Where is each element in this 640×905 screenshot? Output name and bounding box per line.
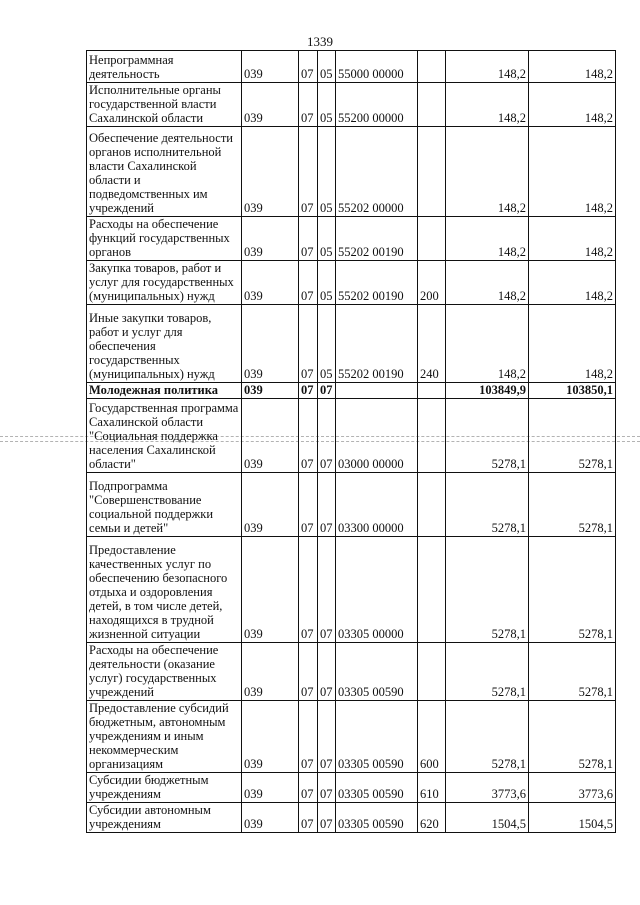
expense-type-code-cell: [418, 473, 446, 537]
subsection-code-cell: 05: [318, 217, 336, 261]
row-name-cell: Расходы на обеспечение деятельности (оказание услуг) государственных учреждений: [87, 643, 242, 701]
row-name-cell: Расходы на обеспечение функций государственных органов: [87, 217, 242, 261]
subsection-code-cell: 07: [318, 399, 336, 473]
ministry-code-cell: 039: [242, 701, 299, 773]
section-code-cell: 07: [299, 701, 318, 773]
amount-year2-cell: 103850,1: [529, 383, 616, 399]
table-row-section-total: [87, 383, 616, 399]
subsection-code-cell: 07: [318, 773, 336, 803]
target-article-code-cell: 03305 00590: [336, 643, 418, 701]
subsection-code-cell: 05: [318, 127, 336, 217]
table-row: [87, 537, 616, 643]
amount-year2-cell: 148,2: [529, 51, 616, 83]
subsection-code-cell: 07: [318, 473, 336, 537]
amount-year2-cell: 148,2: [529, 305, 616, 383]
target-article-code-cell: 55202 00190: [336, 305, 418, 383]
section-code-cell: 07: [299, 643, 318, 701]
expense-type-code-cell: 240: [418, 305, 446, 383]
table-row: [87, 217, 616, 261]
amount-year2-cell: 5278,1: [529, 473, 616, 537]
ministry-code-cell: 039: [242, 51, 299, 83]
expense-type-code-cell: [418, 399, 446, 473]
target-article-code-cell: 03305 00000: [336, 537, 418, 643]
target-article-code-cell: 03305 00590: [336, 773, 418, 803]
section-code-cell: 07: [299, 803, 318, 833]
subsection-code-cell: 07: [318, 537, 336, 643]
target-article-code-cell: [336, 383, 418, 399]
subsection-code-cell: 07: [318, 803, 336, 833]
row-name-cell: Закупка товаров, работ и услуг для государственных (муниципальных) нужд: [87, 261, 242, 305]
amount-year1-cell: 1504,5: [446, 803, 529, 833]
ministry-code-cell: 039: [242, 261, 299, 305]
amount-year2-cell: 5278,1: [529, 701, 616, 773]
table-row: [87, 473, 616, 537]
section-code-cell: 07: [299, 305, 318, 383]
row-name-cell: Молодежная политика: [87, 383, 242, 399]
expense-type-code-cell: [418, 83, 446, 127]
row-name-cell: Иные закупки товаров, работ и услуг для обеспечения государственных (муниципальных) нужд: [87, 305, 242, 383]
subsection-code-cell: 07: [318, 383, 336, 399]
table-row: [87, 803, 616, 833]
row-name-cell: Исполнительные органы государственной власти Сахалинской области: [87, 83, 242, 127]
amount-year1-cell: 5278,1: [446, 399, 529, 473]
amount-year2-cell: 1504,5: [529, 803, 616, 833]
amount-year1-cell: 148,2: [446, 261, 529, 305]
amount-year2-cell: 3773,6: [529, 773, 616, 803]
target-article-code-cell: 03000 00000: [336, 399, 418, 473]
ministry-code-cell: 039: [242, 127, 299, 217]
row-name-cell: Непрограммная деятельность: [87, 51, 242, 83]
section-code-cell: 07: [299, 51, 318, 83]
ministry-code-cell: 039: [242, 305, 299, 383]
section-code-cell: 07: [299, 773, 318, 803]
subsection-code-cell: 05: [318, 261, 336, 305]
expense-type-code-cell: [418, 537, 446, 643]
target-article-code-cell: 03305 00590: [336, 701, 418, 773]
target-article-code-cell: 55200 00000: [336, 83, 418, 127]
amount-year1-cell: 103849,9: [446, 383, 529, 399]
target-article-code-cell: 55202 00190: [336, 217, 418, 261]
subsection-code-cell: 05: [318, 51, 336, 83]
row-name-cell: Предоставление субсидий бюджетным, автономным учреждениям и иным некоммерческим организациям: [87, 701, 242, 773]
amount-year1-cell: 148,2: [446, 217, 529, 261]
amount-year1-cell: 5278,1: [446, 473, 529, 537]
expense-type-code-cell: 610: [418, 773, 446, 803]
ministry-code-cell: 039: [242, 537, 299, 643]
target-article-code-cell: 03300 00000: [336, 473, 418, 537]
target-article-code-cell: 55202 00000: [336, 127, 418, 217]
amount-year1-cell: 5278,1: [446, 537, 529, 643]
target-article-code-cell: 03305 00590: [336, 803, 418, 833]
subsection-code-cell: 07: [318, 643, 336, 701]
expense-type-code-cell: [418, 51, 446, 83]
expense-type-code-cell: 620: [418, 803, 446, 833]
budget-table: [86, 50, 616, 833]
ministry-code-cell: 039: [242, 773, 299, 803]
ministry-code-cell: 039: [242, 383, 299, 399]
amount-year1-cell: 5278,1: [446, 701, 529, 773]
section-code-cell: 07: [299, 383, 318, 399]
table-row: [87, 83, 616, 127]
amount-year2-cell: 5278,1: [529, 537, 616, 643]
table-row: [87, 305, 616, 383]
table-row: [87, 261, 616, 305]
amount-year1-cell: 3773,6: [446, 773, 529, 803]
target-article-code-cell: 55000 00000: [336, 51, 418, 83]
expense-type-code-cell: 200: [418, 261, 446, 305]
section-code-cell: 07: [299, 261, 318, 305]
ministry-code-cell: 039: [242, 643, 299, 701]
ministry-code-cell: 039: [242, 473, 299, 537]
ministry-code-cell: 039: [242, 83, 299, 127]
amount-year1-cell: 148,2: [446, 83, 529, 127]
expense-type-code-cell: 600: [418, 701, 446, 773]
amount-year1-cell: 148,2: [446, 305, 529, 383]
ministry-code-cell: 039: [242, 217, 299, 261]
row-name-cell: Субсидии автономным учреждениям: [87, 803, 242, 833]
subsection-code-cell: 07: [318, 701, 336, 773]
subsection-code-cell: 05: [318, 305, 336, 383]
table-row: [87, 773, 616, 803]
amount-year1-cell: 148,2: [446, 127, 529, 217]
table-row: [87, 399, 616, 473]
ministry-code-cell: 039: [242, 399, 299, 473]
row-name-cell: Государственная программа Сахалинской области "Социальная поддержка населения Сахалинской области": [87, 399, 242, 473]
row-name-cell: Предоставление качественных услуг по обеспечению безопасного отдыха и оздоровления детей, в том числе детей, находящихся в трудной жизненной ситуации: [87, 537, 242, 643]
section-code-cell: 07: [299, 83, 318, 127]
amount-year2-cell: 148,2: [529, 261, 616, 305]
section-code-cell: 07: [299, 537, 318, 643]
expense-type-code-cell: [418, 383, 446, 399]
amount-year2-cell: 148,2: [529, 127, 616, 217]
table-row: [87, 701, 616, 773]
section-code-cell: 07: [299, 473, 318, 537]
row-name-cell: Обеспечение деятельности органов исполнительной власти Сахалинской области и подведомственных им учреждений: [87, 127, 242, 217]
table-row: [87, 127, 616, 217]
row-name-cell: Субсидии бюджетным учреждениям: [87, 773, 242, 803]
amount-year1-cell: 5278,1: [446, 643, 529, 701]
ministry-code-cell: 039: [242, 803, 299, 833]
table-row: [87, 51, 616, 83]
expense-type-code-cell: [418, 127, 446, 217]
amount-year2-cell: 5278,1: [529, 399, 616, 473]
amount-year2-cell: 148,2: [529, 83, 616, 127]
target-article-code-cell: 55202 00190: [336, 261, 418, 305]
table-row: [87, 643, 616, 701]
amount-year1-cell: 148,2: [446, 51, 529, 83]
section-code-cell: 07: [299, 217, 318, 261]
expense-type-code-cell: [418, 217, 446, 261]
page-number: 1339: [307, 34, 333, 49]
section-code-cell: 07: [299, 127, 318, 217]
row-name-cell: Подпрограмма "Совершенствование социальной поддержки семьи и детей": [87, 473, 242, 537]
amount-year2-cell: 148,2: [529, 217, 616, 261]
subsection-code-cell: 05: [318, 83, 336, 127]
section-code-cell: 07: [299, 399, 318, 473]
amount-year2-cell: 5278,1: [529, 643, 616, 701]
expense-type-code-cell: [418, 643, 446, 701]
budget-table-body: [87, 51, 616, 833]
